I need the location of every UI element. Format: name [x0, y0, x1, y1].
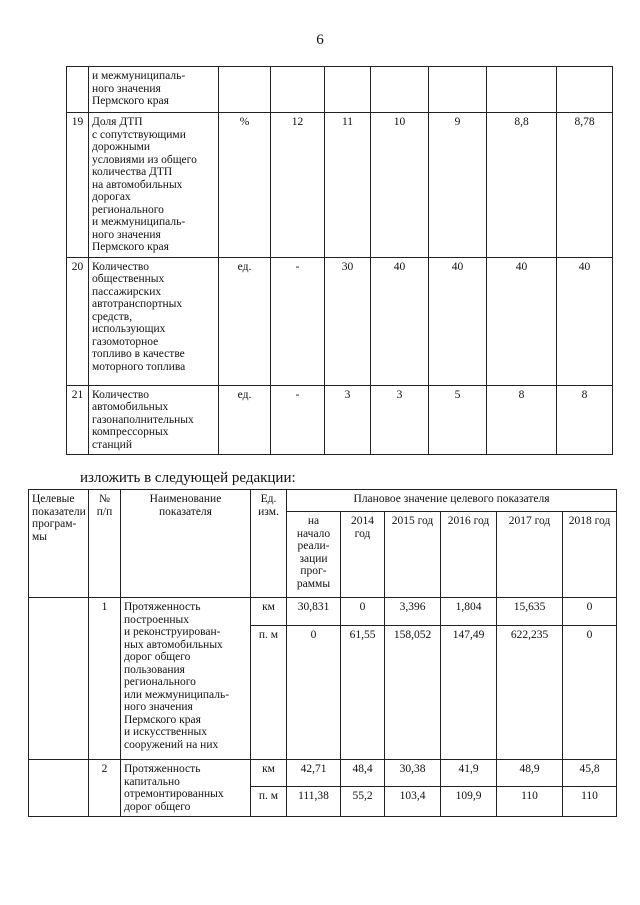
value-cell: 3: [371, 385, 429, 455]
value-cell: [487, 67, 557, 113]
unit-cell: %: [219, 113, 271, 258]
value-cell: 103,4: [385, 787, 441, 817]
header-plan: Плановое значение целевого показателя: [287, 490, 617, 512]
header-year: 2017 год: [497, 512, 563, 598]
value-cell: 40: [487, 257, 557, 385]
value-cell: 0: [341, 598, 385, 626]
value-cell: 9: [429, 113, 487, 258]
unit-cell: км: [251, 598, 287, 626]
header-number: № п/п: [89, 490, 121, 598]
row-number: 19: [67, 113, 89, 258]
value-cell: [429, 67, 487, 113]
value-cell: [557, 67, 613, 113]
value-cell: 48,9: [497, 760, 563, 787]
unit-cell: п. м: [251, 787, 287, 817]
value-cell: 42,71: [287, 760, 341, 787]
value-cell: 8: [487, 385, 557, 455]
header-year: 2015 год: [385, 512, 441, 598]
value-cell: 1,804: [441, 598, 497, 626]
row-number: 20: [67, 257, 89, 385]
value-cell: 30,38: [385, 760, 441, 787]
indicator-name: и межмуниципаль- ного значения Пермского края: [89, 67, 219, 113]
header-unit: Ед. изм.: [251, 490, 287, 598]
value-cell: 109,9: [441, 787, 497, 817]
value-cell: 110: [563, 787, 617, 817]
goal-cell: [29, 760, 89, 817]
value-cell: 40: [557, 257, 613, 385]
value-cell: [271, 67, 325, 113]
value-cell: 45,8: [563, 760, 617, 787]
value-cell: 40: [371, 257, 429, 385]
goal-cell: [29, 598, 89, 760]
table-row: [29, 760, 617, 787]
value-cell: 55,2: [341, 787, 385, 817]
value-cell: [325, 67, 371, 113]
row-number: 2: [89, 760, 121, 817]
indicator-name: Количество автомобильных газонаполнительных компрессорных станций: [89, 385, 219, 455]
value-cell: 41,9: [441, 760, 497, 787]
value-cell: 5: [429, 385, 487, 455]
top-indicator-table: [66, 66, 613, 455]
table-row: [67, 113, 613, 258]
unit-cell: п. м: [251, 626, 287, 760]
header-year: 2018 год: [563, 512, 617, 598]
unit-cell: ед.: [219, 385, 271, 455]
intro-text: изложить в следующей редакции:: [80, 470, 296, 486]
unit-cell: [219, 67, 271, 113]
table-row: [29, 598, 617, 626]
value-cell: 8,78: [557, 113, 613, 258]
unit-cell: км: [251, 760, 287, 787]
value-cell: 110: [497, 787, 563, 817]
table-row: [67, 385, 613, 455]
header-goals: Целевые показатели програм- мы: [29, 490, 89, 598]
value-cell: 30: [325, 257, 371, 385]
header-year: на начало реали- зации прог- раммы: [287, 512, 341, 598]
indicator-name: Доля ДТП с сопутствующими дорожными условиями из общего количества ДТП на автомобильных дорогах регионального и межмуниципаль- ного значения Пермского края: [89, 113, 219, 258]
value-cell: 622,235: [497, 626, 563, 760]
value-cell: -: [271, 257, 325, 385]
value-cell: 0: [563, 626, 617, 760]
value-cell: 0: [563, 598, 617, 626]
row-number: 1: [89, 598, 121, 760]
row-number: 21: [67, 385, 89, 455]
value-cell: 12: [271, 113, 325, 258]
value-cell: -: [271, 385, 325, 455]
value-cell: 30,831: [287, 598, 341, 626]
value-cell: 8,8: [487, 113, 557, 258]
value-cell: 40: [429, 257, 487, 385]
table-row: [67, 67, 613, 113]
value-cell: 10: [371, 113, 429, 258]
header-name: Наименование показателя: [121, 490, 251, 598]
header-year: 2014 год: [341, 512, 385, 598]
value-cell: 8: [557, 385, 613, 455]
value-cell: 11: [325, 113, 371, 258]
unit-cell: ед.: [219, 257, 271, 385]
value-cell: 61,55: [341, 626, 385, 760]
bottom-indicator-table: [28, 489, 617, 817]
value-cell: [371, 67, 429, 113]
value-cell: 147,49: [441, 626, 497, 760]
row-number: [67, 67, 89, 113]
value-cell: 3: [325, 385, 371, 455]
indicator-name: Протяженность построенных и реконструирован- ных автомобильных дорог общего пользования регионального или межмуниципаль- ного значения Пермского края и искусственных сооружений на них: [121, 598, 251, 760]
value-cell: 15,635: [497, 598, 563, 626]
value-cell: 3,396: [385, 598, 441, 626]
header-year: 2016 год: [441, 512, 497, 598]
value-cell: 158,052: [385, 626, 441, 760]
indicator-name: Количество общественных пассажирских автотранспортных средств, использующих газомоторное топливо в качестве моторного топлива: [89, 257, 219, 385]
value-cell: 48,4: [341, 760, 385, 787]
indicator-name: Протяженность капитально отремонтированных дорог общего: [121, 760, 251, 817]
value-cell: 111,38: [287, 787, 341, 817]
page-number: 6: [316, 32, 324, 48]
table-row: [67, 257, 613, 385]
value-cell: 0: [287, 626, 341, 760]
